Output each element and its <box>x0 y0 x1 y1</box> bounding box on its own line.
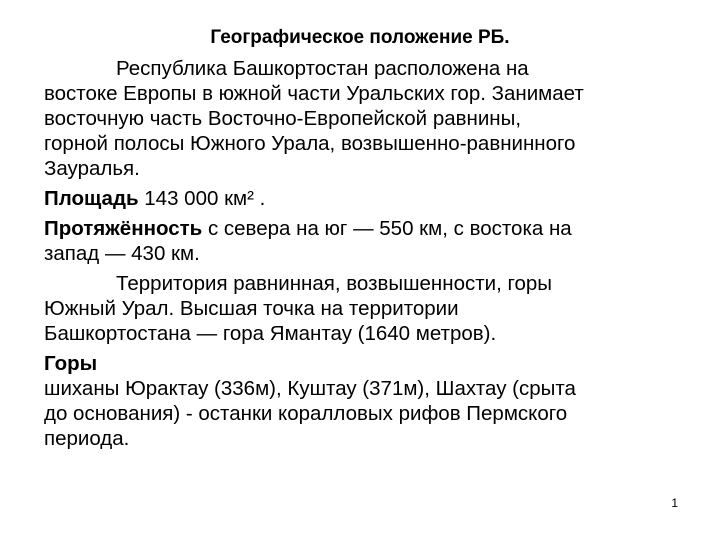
mountains-paragraph <box>44 351 704 451</box>
mountains-line: периода. <box>44 427 130 450</box>
extent-label: Протяжённость <box>44 217 203 240</box>
mountains-line: до основания) - останки коралловых рифов Пермского <box>44 402 568 425</box>
intro-line: востоке Европы в южной части Уральских гор. Занимает <box>44 82 584 105</box>
slide-number: 1 <box>671 496 678 510</box>
slide-body <box>44 56 704 451</box>
territory-line: Территория равнинная, возвышенности, горы <box>116 272 553 295</box>
slide-title: Географическое положение РБ. <box>210 27 510 48</box>
intro-paragraph <box>44 56 704 181</box>
territory-line: Южный Урал. Высшая точка на территории <box>44 297 459 320</box>
extent-text: с севера на юг — 550 км, с востока на <box>202 217 572 240</box>
territory-line: Башкортостана — гора Ямантау (1640 метров). <box>44 322 497 345</box>
intro-line: Зауралья. <box>44 157 140 180</box>
mountains-label: Горы <box>44 352 98 375</box>
intro-line: восточную часть Восточно-Европейской равнины, <box>44 107 522 130</box>
intro-line: Республика Башкортостан расположена на <box>116 57 529 80</box>
area-label: Площадь <box>44 187 139 210</box>
intro-line: горной полосы Южного Урала, возвышенно-равнинного <box>44 132 576 155</box>
extent-paragraph <box>44 216 704 266</box>
area-paragraph <box>44 186 704 211</box>
territory-paragraph <box>44 271 704 346</box>
mountains-line: шиханы Юрактау (336м), Куштау (371м), Шахтау (срыта <box>44 377 576 400</box>
area-value: 143 000 км² . <box>138 187 266 210</box>
extent-line: запад — 430 км. <box>44 242 200 265</box>
